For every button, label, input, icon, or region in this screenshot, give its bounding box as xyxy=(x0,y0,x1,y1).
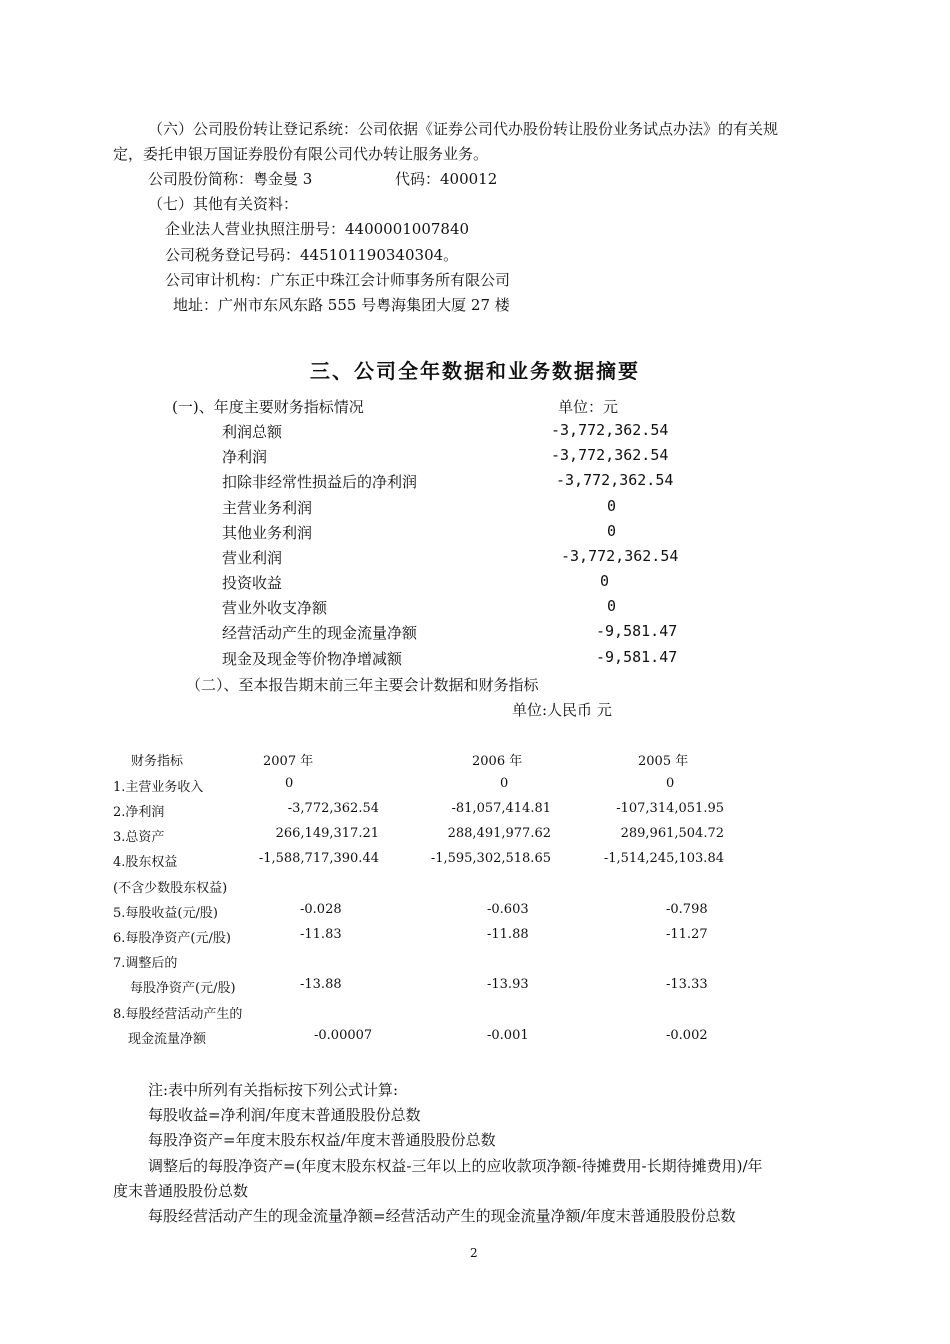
audit-firm-address: 地址：广州市东风东路 555 号粤海集团大厦 27 楼 xyxy=(173,296,510,314)
note-eps-formula: 每股收益=净利润/年度末普通股股份总数 xyxy=(148,1106,421,1124)
row-label: 1.主营业务收入 xyxy=(113,780,204,795)
indicator-value: -3,772,362.54 xyxy=(556,471,674,489)
table-row xyxy=(0,826,950,851)
table-row xyxy=(0,1028,950,1053)
indicator-label: 营业外收支净额 xyxy=(222,599,328,617)
cell-2007: -13.88 xyxy=(300,977,342,992)
indicator-label: 投资收益 xyxy=(222,574,283,592)
row-label: 每股净资产(元/股) xyxy=(130,981,236,996)
section-title: 三、公司全年数据和业务数据摘要 xyxy=(310,359,640,383)
annual-indicators-heading-row xyxy=(0,396,950,421)
three-year-heading: （二）、至本报告期末前三年主要会计数据和财务指标 xyxy=(186,676,539,694)
header-2007: 2007 年 xyxy=(263,754,314,769)
cell-2007: -0.00007 xyxy=(314,1028,373,1043)
row-label: 现金流量净额 xyxy=(128,1032,207,1047)
audit-firm: 公司审计机构：广东正中珠江会计师事务所有限公司 xyxy=(165,271,511,289)
cell-2005: -1,514,245,103.84 xyxy=(603,851,724,866)
indicator-value: -3,772,362.54 xyxy=(551,446,669,464)
three-year-unit: 单位:人民币 元 xyxy=(512,701,612,719)
indicator-value: -9,581.47 xyxy=(596,648,678,666)
row-label: 3.总资产 xyxy=(113,830,165,845)
note-adjusted-navps-line2: 度末普通股股份总数 xyxy=(113,1182,249,1200)
note-navps-formula: 每股净资产=年度末股东权益/年度末普通股股份总数 xyxy=(148,1131,496,1149)
tax-registration-number: 公司税务登记号码：445101190340304。 xyxy=(165,246,459,264)
indicator-label: 现金及现金等价物净增减额 xyxy=(222,650,403,668)
indicator-row xyxy=(0,446,950,471)
table-row xyxy=(0,927,950,952)
table-row xyxy=(0,952,950,977)
indicator-value: -9,581.47 xyxy=(596,622,678,640)
indicator-row xyxy=(0,648,950,673)
section-seven-heading: （七）其他有关资料： xyxy=(148,195,299,213)
annual-unit: 单位：元 xyxy=(558,398,619,416)
row-label: 7.调整后的 xyxy=(113,956,178,971)
annual-indicators-heading: (一)、年度主要财务指标情况 xyxy=(172,398,364,416)
cell-2005: -0.798 xyxy=(666,902,708,917)
business-license-number: 企业法人营业执照注册号：4400001007840 xyxy=(165,220,470,238)
row-label: (不含少数股东权益) xyxy=(113,881,228,896)
cell-2005: -13.33 xyxy=(666,977,708,992)
notes-intro: 注:表中所列有关指标按下列公式计算: xyxy=(148,1081,399,1099)
row-label: 6.每股净资产(元/股) xyxy=(113,931,231,946)
table-row xyxy=(0,801,950,826)
indicator-label: 经营活动产生的现金流量净额 xyxy=(222,624,418,642)
indicator-label: 主营业务利润 xyxy=(222,499,313,517)
cell-2007: 266,149,317.21 xyxy=(275,826,379,841)
stock-abbreviation: 公司股份简称：粤金曼 3 xyxy=(148,170,313,188)
section-six-line2: 定，委托申银万国证券股份有限公司代办转让服务业务。 xyxy=(113,145,489,163)
header-2005: 2005 年 xyxy=(638,754,689,769)
indicator-value: 0 xyxy=(607,597,617,615)
cell-2006: -0.603 xyxy=(487,902,529,917)
table-row xyxy=(0,877,950,902)
cell-2006: -1,595,302,518.65 xyxy=(430,851,551,866)
cell-2005: -0.002 xyxy=(666,1028,708,1043)
indicator-label: 净利润 xyxy=(222,448,268,466)
indicator-row xyxy=(0,622,950,647)
cell-2006: -11.88 xyxy=(487,927,529,942)
cell-2007: -1,588,717,390.44 xyxy=(258,851,379,866)
indicator-value: 0 xyxy=(607,497,617,515)
cell-2007: 0 xyxy=(285,776,294,791)
page-number: 2 xyxy=(470,1246,478,1260)
table-row xyxy=(0,776,950,801)
header-indicator: 财务指标 xyxy=(131,754,184,769)
indicator-row xyxy=(0,572,950,597)
indicator-label: 营业利润 xyxy=(222,549,283,567)
indicator-value: -3,772,362.54 xyxy=(561,547,679,565)
indicator-value: 0 xyxy=(600,572,610,590)
header-2006: 2006 年 xyxy=(472,754,523,769)
indicator-value: 0 xyxy=(607,522,617,540)
table-row xyxy=(0,902,950,927)
cell-2006: -13.93 xyxy=(487,977,529,992)
indicator-row xyxy=(0,421,950,446)
table-row xyxy=(0,977,950,1002)
cell-2006: -81,057,414.81 xyxy=(451,801,551,816)
cell-2005: 289,961,504.72 xyxy=(620,826,724,841)
row-label: 8.每股经营活动产生的 xyxy=(113,1007,243,1022)
indicator-label: 其他业务利润 xyxy=(222,524,313,542)
stock-code: 代码：400012 xyxy=(395,170,498,188)
section-six-line1: （六）公司股份转让登记系统：公司依据《证券公司代办股份转让股份业务试点办法》的有关规 xyxy=(148,120,779,138)
indicator-label: 利润总额 xyxy=(222,423,283,441)
cell-2006: 0 xyxy=(500,776,509,791)
cell-2007: -3,772,362.54 xyxy=(287,801,379,816)
row-label: 2.净利润 xyxy=(113,805,165,820)
cell-2005: -107,314,051.95 xyxy=(616,801,724,816)
cell-2005: 0 xyxy=(666,776,675,791)
row-label: 5.每股收益(元/股) xyxy=(113,906,218,921)
note-adjusted-navps-line1: 调整后的每股净资产=(年度末股东权益-三年以上的应收款项净额-待摊费用-长期待摊费用)/年 xyxy=(148,1157,763,1175)
table-row xyxy=(0,1003,950,1028)
table-row xyxy=(0,851,950,876)
cell-2006: -0.001 xyxy=(487,1028,529,1043)
cell-2006: 288,491,977.62 xyxy=(447,826,551,841)
cell-2007: -11.83 xyxy=(300,927,342,942)
indicator-label: 扣除非经常性损益后的净利润 xyxy=(222,473,418,491)
cell-2005: -11.27 xyxy=(666,927,708,942)
indicator-row xyxy=(0,497,950,522)
indicator-value: -3,772,362.54 xyxy=(551,421,669,439)
cell-2007: -0.028 xyxy=(300,902,342,917)
indicator-row xyxy=(0,522,950,547)
indicator-row xyxy=(0,471,950,496)
indicator-row xyxy=(0,547,950,572)
table-header-row xyxy=(0,750,950,775)
indicator-row xyxy=(0,597,950,622)
row-label: 4.股东权益 xyxy=(113,855,178,870)
note-cash-flow-formula: 每股经营活动产生的现金流量净额=经营活动产生的现金流量净额/年度末普通股股份总数 xyxy=(148,1207,736,1225)
